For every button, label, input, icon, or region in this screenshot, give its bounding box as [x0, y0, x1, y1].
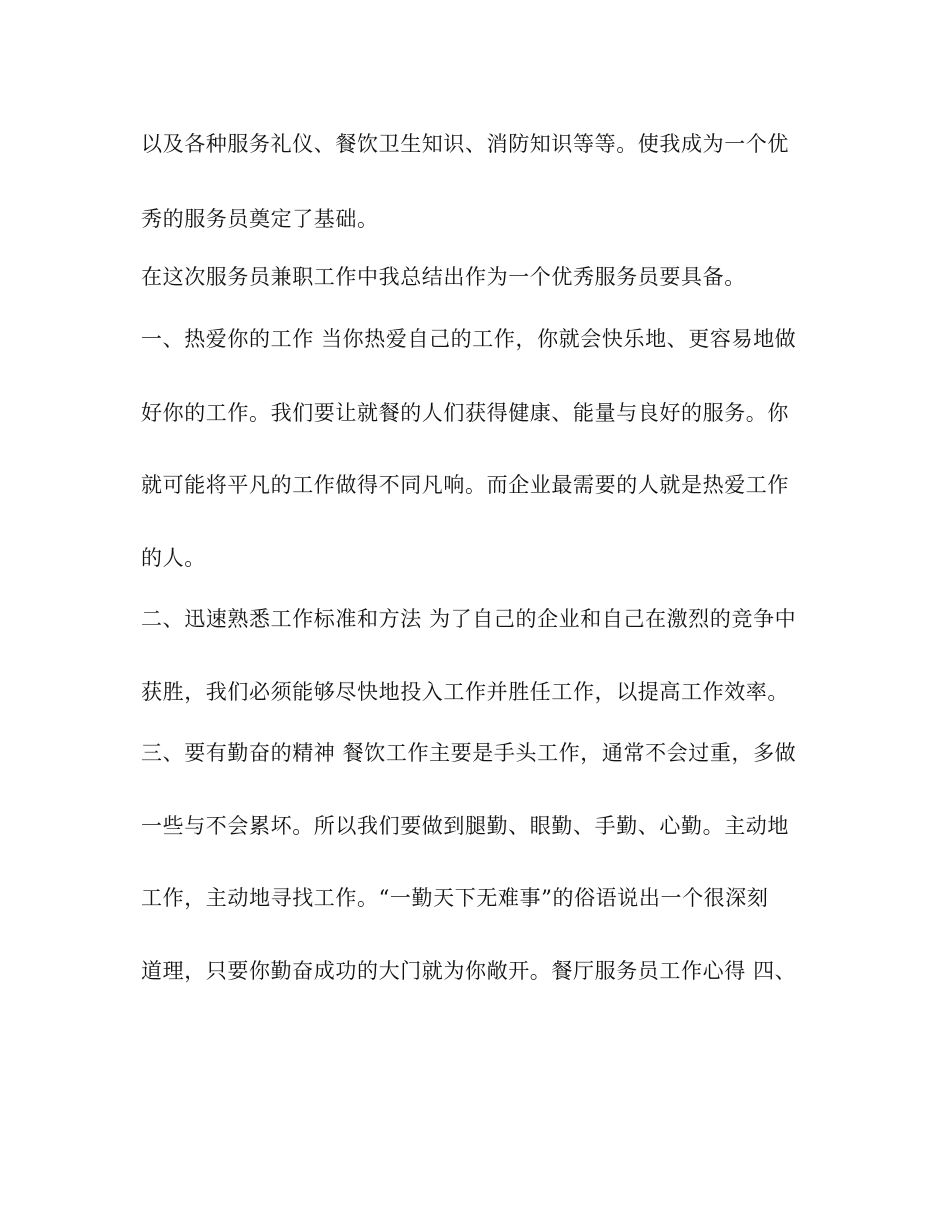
text-line: 工作，主动地寻找工作。“一勤天下无难事”的俗语说出一个很深刻 [141, 886, 769, 910]
text-line: 好你的工作。我们要让就餐的人们获得健康、能量与良好的服务。你 [141, 401, 789, 425]
text-line: 在这次服务员兼职工作中我总结出作为一个优秀服务员要具备。 [141, 265, 746, 289]
text-line: 道理，只要你勤奋成功的大门就为你敞开。餐厅服务员工作心得 四、 [141, 959, 797, 983]
text-line: 就可能将平凡的工作做得不同凡响。而企业最需要的人就是热爱工作 [141, 473, 789, 497]
text-line: 以及各种服务礼仪、餐饮卫生知识、消防知识等等。使我成为一个优 [141, 132, 789, 156]
text-line: 获胜，我们必须能够尽快地投入工作并胜任工作，以提高工作效率。 [141, 680, 789, 704]
text-line: 二、迅速熟悉工作标准和方法 为了自己的企业和自己在激烈的竞争中 [141, 607, 797, 631]
text-line: 一些与不会累坏。所以我们要做到腿勤、眼勤、手勤、心勤。主动地 [141, 814, 789, 838]
text-line: 的人。 [141, 546, 206, 570]
text-line: 秀的服务员奠定了基础。 [141, 207, 379, 231]
text-line: 一、热爱你的工作 当你热爱自己的工作，你就会快乐地、更容易地做 [141, 327, 797, 351]
text-line: 三、要有勤奋的精神 餐饮工作主要是手头工作，通常不会过重，多做 [141, 741, 797, 765]
